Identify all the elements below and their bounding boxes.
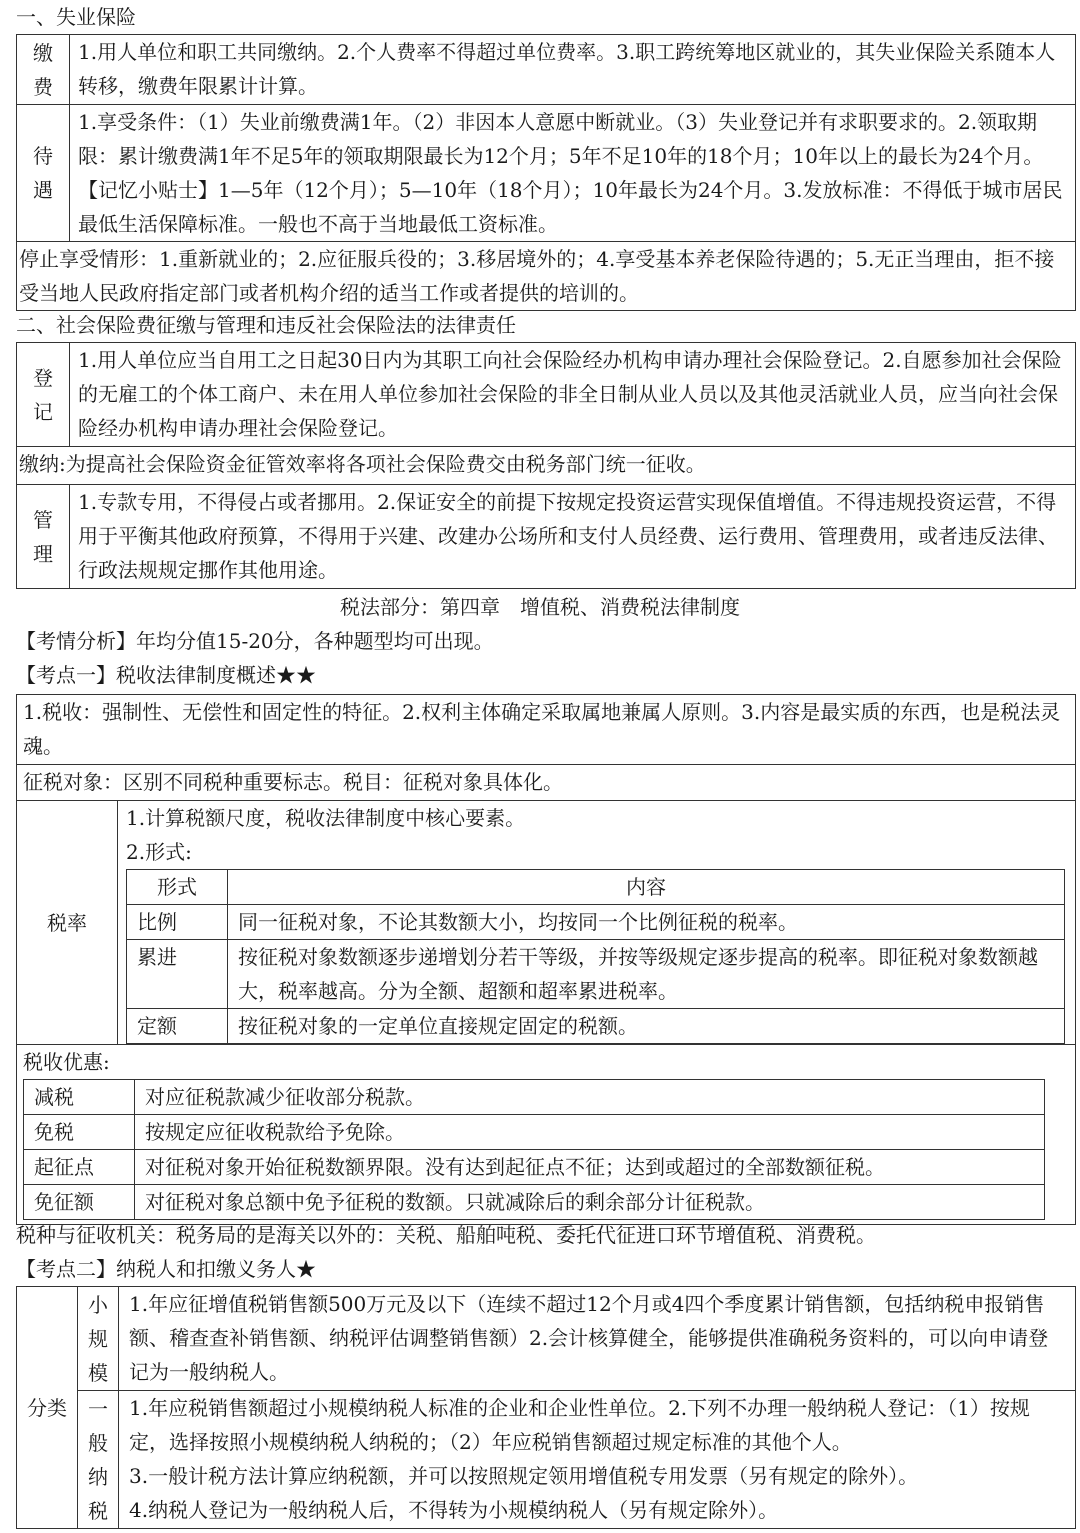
rate-head-content: 内容: [228, 870, 1065, 905]
rate-desc: 按征税对象数额逐步递增划分若干等级，并按等级规定逐步提高的税率。即征税对象数额越大，税率越高。分为全额、超额和超率累进税率。: [228, 940, 1065, 1009]
label-small-scale: 小规模: [78, 1287, 119, 1391]
preference-desc: 对征税对象开始征税数额界限。没有达到起征点不征；达到或超过的全部数额征税。: [135, 1150, 1045, 1185]
tax-object-text: 征税对象：区别不同税种重要标志。税目：征税对象具体化。: [17, 765, 1076, 801]
unemployment-table: [16, 34, 1076, 311]
preference-type: 减税: [24, 1080, 135, 1115]
benefits-text: 1.享受条件：（1）失业前缴费满1年。（2）非因本人意愿中断就业。（3）失业登记并有求职要求的。2.领取期限：累计缴费满1年不足5年的领取期限最长为12个月；5年不足10年的18个月；10年以上的最长为24个月。【记忆小贴士】1—5年（12个月）；5—10年（18个月）；10年最长为24个月。3.发放标准：不得低于城市居民最低生活保障标准。一般也不高于当地最低工资标准。: [70, 105, 1076, 242]
contribution-text: 1.用人单位和职工共同缴纳。2.个人费率不得超过单位费率。3.职工跨统筹地区就业的，其失业保险关系随本人转移，缴费年限累计计算。: [70, 35, 1076, 105]
rate-head-form: 形式: [127, 870, 228, 905]
preference-type: 免征额: [24, 1185, 135, 1220]
tax-preference-table: [23, 1079, 1045, 1220]
preference-desc: 按规定应征收税款给予免除。: [135, 1115, 1045, 1150]
chapter-title: 税法部分：第四章 增值税、消费税法律制度: [340, 595, 740, 619]
label-registration: 登记: [17, 343, 70, 447]
label-benefits: 待遇: [17, 105, 70, 242]
rate-desc: 同一征税对象，不论其数额大小，均按同一个比例征税的税率。: [228, 905, 1065, 940]
social-insurance-table: [16, 342, 1076, 589]
label-classification: 分类: [17, 1287, 78, 1529]
management-text: 1.专款专用，不得侵占或者挪用。2.保证安全的前提下按规定投资运营实现保值增值。不得违规投资运营，不得用于平衡其他政府预算，不得用于兴建、改建办公场所和支付人员经费、运行费用、管理费用，或者违反法律、行政法规规定挪作其他用途。: [70, 485, 1076, 589]
section-title-social-insurance: 二、社会保险费征缴与管理和违反社会保险法的法律责任: [16, 313, 516, 337]
tax-rate-form-table: [126, 869, 1065, 1044]
topic-one-title: 【考点一】税收法律制度概述★★: [16, 663, 316, 687]
tax-rate-point-2: 2.形式:: [126, 840, 192, 864]
registration-text: 1.用人单位应当自用工之日起30日内为其职工向社会保险经办机构申请办理社会保险登记。2.自愿参加社会保险的无雇工的个体工商户、未在用人单位参加社会保险的非全日制从业人员以及其他灵活就业人员，应当向社会保险经办机构申请办理社会保险登记。: [70, 343, 1076, 447]
section-title-unemployment: 一、失业保险: [16, 5, 136, 29]
topic-two-title: 【考点二】纳税人和扣缴义务人★: [16, 1257, 316, 1281]
label-general-taxpayer: 一般纳税: [78, 1391, 119, 1529]
stop-benefits-text: 停止享受情形：1.重新就业的；2.应征服兵役的；3.移居境外的；4.享受基本养老保险待遇的；5.无正当理由，拒不接受当地人民政府指定部门或者机构介绍的适当工作或者提供的培训的。: [17, 242, 1076, 311]
general-taxpayer-point-4: 4.纳税人登记为一般纳税人后，不得转为小规模纳税人（另有规定除外）。: [129, 1498, 779, 1522]
tax-preference-title: 税收优惠:: [23, 1050, 110, 1074]
exam-analysis: 【考情分析】年均分值15-20分，各种题型均可出现。: [16, 629, 494, 653]
rate-type: 比例: [127, 905, 228, 940]
taxpayer-table: [16, 1286, 1076, 1529]
tax-features-text: 1.税收：强制性、无偿性和固定性的特征。2.权利主体确定采取属地兼属人原则。3.内容是最实质的东西，也是税法灵魂。: [17, 695, 1076, 765]
general-taxpayer-point-3: 3.一般计税方法计算应纳税额，并可以按照规定领用增值税专用发票（另有规定的除外）。: [129, 1464, 919, 1488]
tax-overview-table: [16, 694, 1076, 1225]
label-tax-rate: 税率: [17, 801, 118, 1045]
payment-text: 缴纳:为提高社会保险资金征管效率将各项社会保险费交由税务部门统一征收。: [17, 447, 1076, 485]
rate-type: 累进: [127, 940, 228, 1009]
rate-type: 定额: [127, 1009, 228, 1044]
preference-type: 免税: [24, 1115, 135, 1150]
label-management: 管理: [17, 485, 70, 589]
preference-type: 起征点: [24, 1150, 135, 1185]
label-contribution: 缴费: [17, 35, 70, 105]
small-scale-text: 1.年应征增值税销售额500万元及以下（连续不超过12个月或4四个季度累计销售额，包括纳税申报销售额、稽查查补销售额、纳税评估调整销售额）2.会计核算健全，能够提供准确税务资料的，可以向申请登记为一般纳税人。: [119, 1287, 1076, 1391]
preference-desc: 对征税对象总额中免予征税的数额。只就减除后的剩余部分计征税款。: [135, 1185, 1045, 1220]
tax-collection-text: 税种与征收机关：税务局的是海关以外的：关税、船舶吨税、委托代征进口环节增值税、消费税。: [16, 1223, 876, 1247]
preference-desc: 对应征税款减少征收部分税款。: [135, 1080, 1045, 1115]
rate-desc: 按征税对象的一定单位直接规定固定的税额。: [228, 1009, 1065, 1044]
general-taxpayer-point-1: 1.年应税销售额超过小规模纳税人标准的企业和企业性单位。2.下列不办理一般纳税人登记：（1）按规定，选择按照小规模纳税人纳税的；（2）年应税销售额超过规定标准的其他个人。: [129, 1396, 1030, 1454]
tax-rate-point-1: 1.计算税额尺度，税收法律制度中核心要素。: [126, 806, 526, 830]
